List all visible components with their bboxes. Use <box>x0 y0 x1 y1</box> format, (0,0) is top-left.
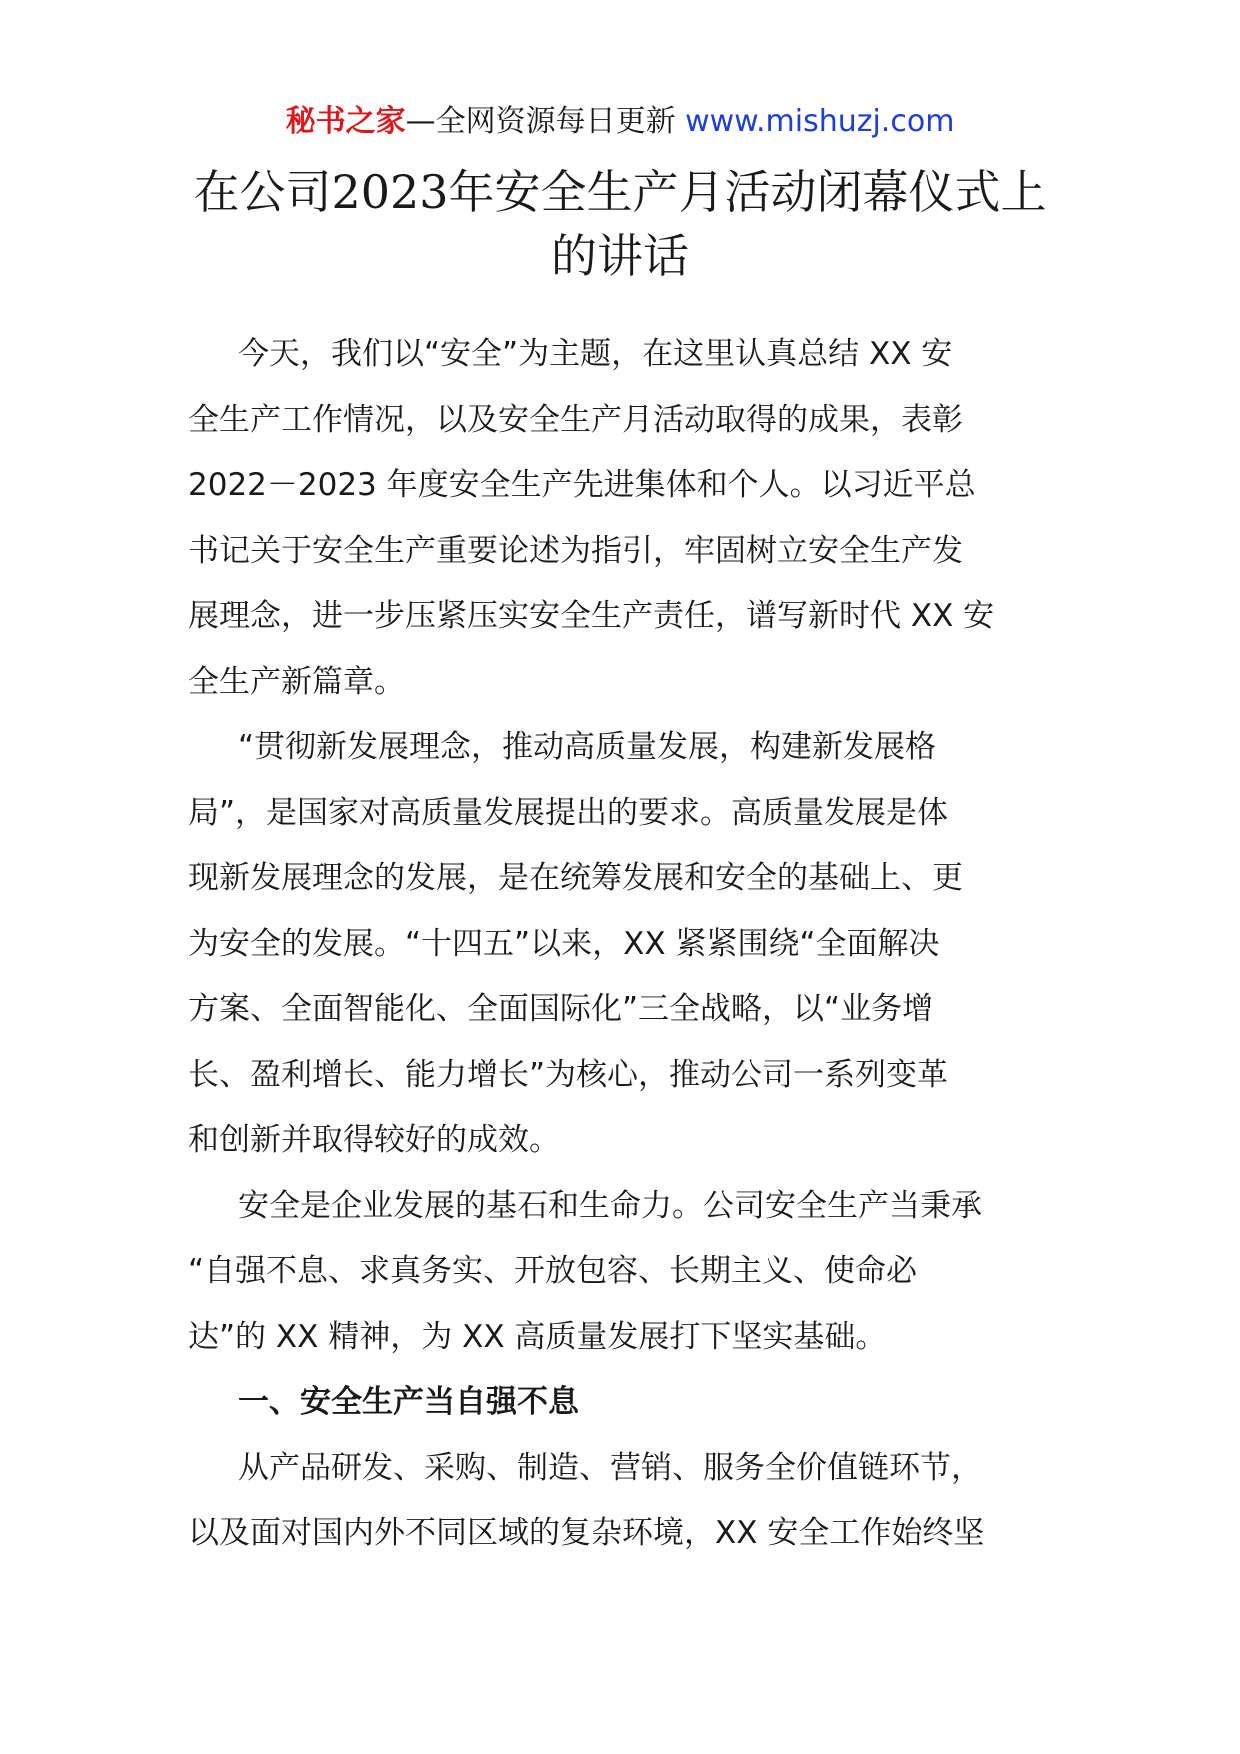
para-2-line: 现新发展理念的发展，是在统筹发展和安全的基础上、更 <box>188 860 963 896</box>
para-4-line: 从产品研发、采购、制造、营销、服务全价值链环节， <box>238 1449 982 1486</box>
brand-name: 秘书之家 <box>285 104 406 139</box>
title-line-2: 的讲话 <box>551 229 689 283</box>
para-1-line: 展理念，进一步压紧压实安全生产责任，谱写新时代 XX 安 <box>188 598 995 634</box>
title-prefix: 在公司 <box>193 165 332 219</box>
site-banner <box>0 100 1240 144</box>
document-body <box>188 322 1058 1567</box>
title-year: 2023 <box>331 165 449 219</box>
para-3-line: “自强不息、求真务实、开放包容、长期主义、使命必 <box>188 1253 918 1289</box>
banner-tagline: —全网资源每日更新 <box>405 104 676 139</box>
para-2-line: “贯彻新发展理念，推动高质量发展，构建新发展格 <box>238 729 937 765</box>
para-1-line: 全生产新篇章。 <box>188 663 405 700</box>
para-1-line: 今天，我们以“安全”为主题，在这里认真总结 XX 安 <box>238 336 953 372</box>
para-1-line: 全生产工作情况，以及安全生产月活动取得的成果，表彰 <box>188 401 963 438</box>
para-1-line: 书记关于安全生产重要论述为指引，牢固树立安全生产发 <box>188 532 963 569</box>
para-2-line: 为安全的发展。“十四五”以来，XX 紧紧围绕“全面解决 <box>188 925 940 962</box>
title-suffix: 年安全生产月活动闭幕仪式上 <box>448 165 1047 219</box>
document-title <box>180 160 1060 288</box>
para-3-line: 安全是企业发展的基石和生命力。公司安全生产当秉承 <box>238 1187 982 1224</box>
para-1-line: 2022－2023 年度安全生产先进集体和个人。以习近平总 <box>188 467 976 503</box>
para-2-line: 方案、全面智能化、全面国际化”三全战略，以“业务增 <box>188 991 934 1027</box>
title-line-1 <box>180 160 1060 224</box>
site-url-link[interactable]: www.mishuzj.com <box>675 104 955 139</box>
para-3-line: 达”的 XX 精神，为 XX 高质量发展打下坚实基础。 <box>188 1318 887 1355</box>
para-4-line: 以及面对国内外不同区域的复杂环境，XX 安全工作始终坚 <box>188 1515 985 1551</box>
section-heading: 一、安全生产当自强不息 <box>238 1384 579 1420</box>
para-2-line: 长、盈利增长、能力增长”为核心，推动公司一系列变革 <box>188 1056 949 1093</box>
para-2-line: 和创新并取得较好的成效。 <box>188 1122 560 1158</box>
para-2-line: 局”，是国家对高质量发展提出的要求。高质量发展是体 <box>188 794 949 831</box>
